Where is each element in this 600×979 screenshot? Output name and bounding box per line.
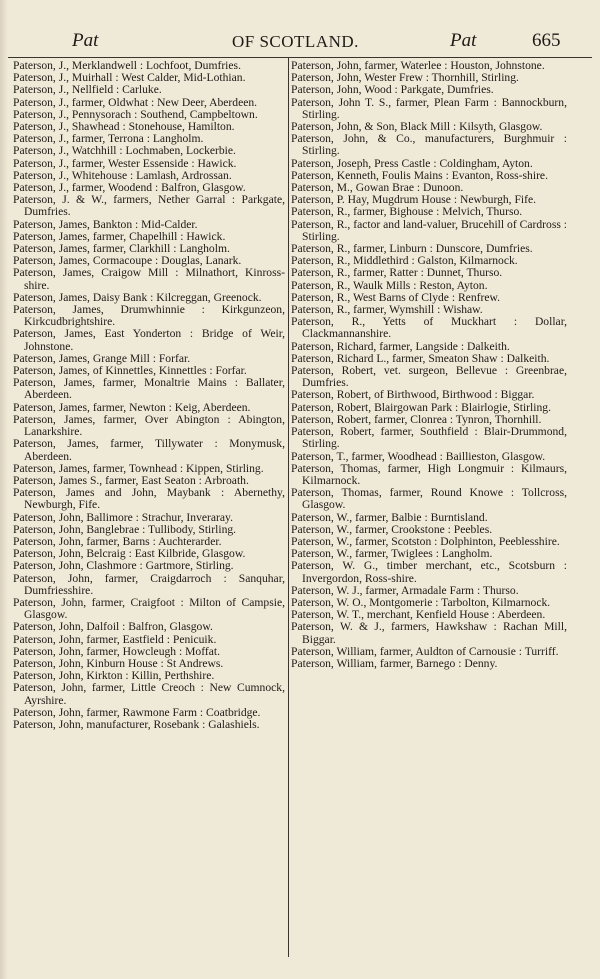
directory-entry: Paterson, John, farmer, Craigfoot : Milton of Campsie, Glasgow. — [13, 595, 285, 622]
directory-entry: Paterson, J., Merklandwell : Lochfoot, Dumfries. — [13, 59, 241, 72]
directory-entry: Paterson, John, Ballimore : Strachur, Inveraray. — [13, 510, 233, 524]
directory-entry: Paterson, J., Nellfield : Carluke. — [13, 83, 162, 97]
directory-entry: Paterson, John, farmer, Craigdarroch : Sanquhar, Dumfriesshire. — [13, 571, 285, 597]
directory-entry: Paterson, R., Middlethird : Galston, Kilmarnock. — [291, 254, 518, 268]
directory-entry: Paterson, James, farmer, Townhead : Kippen, Stirling. — [13, 461, 264, 475]
directory-entry: Paterson, Robert, vet. surgeon, Bellevue : Greenbrae, Dumfries. — [291, 364, 567, 390]
page-number: 665 — [532, 30, 561, 51]
directory-entry: Paterson, J., farmer, Wester Essenside : Hawick. — [13, 156, 237, 170]
directory-entry: Paterson, John, farmer, Eastfield : Penicuik. — [13, 632, 217, 646]
directory-entry: Paterson, W. J., farmer, Armadale Farm : Thurso. — [291, 583, 519, 597]
directory-entry: Paterson, W. T., merchant, Kenfield House : Aberdeen. — [291, 608, 546, 622]
directory-entry: Paterson, R., farmer, Bighouse : Melvich, Thurso. — [291, 205, 523, 219]
directory-entry: Paterson, James, farmer, Chapelhill : Hawick. — [13, 229, 226, 243]
directory-entry: Paterson, John, & Son, Black Mill : Kilsyth, Glasgow. — [291, 120, 543, 134]
directory-entry: Paterson, W., farmer, Balbie : Burntisland. — [291, 510, 488, 524]
directory-entry: Paterson, James, Cormacoupe : Douglas, Lanark. — [13, 254, 242, 268]
directory-entry: Paterson, John, farmer, Howcleugh : Moffat. — [13, 644, 220, 658]
directory-entry: Paterson, Thomas, farmer, High Longmuir : Kilmaurs, Kilmarnock. — [291, 461, 567, 487]
directory-entry: Paterson, Robert, farmer, Clonrea : Tynron, Thornhill. — [291, 412, 542, 426]
directory-entry: Paterson, W., farmer, Crookstone : Peebles. — [291, 522, 493, 536]
running-header — [0, 30, 600, 56]
directory-entry: Paterson, P. Hay, Mugdrum House : Newburgh, Fife. — [291, 193, 537, 207]
column-divider — [288, 58, 289, 957]
header-left-catchword: Pat — [72, 30, 99, 51]
directory-entry: Paterson, John, farmer, Barns : Auchterarder. — [13, 534, 222, 548]
header-right-catchword: Pat — [450, 30, 477, 51]
directory-entry: Paterson, John, manufacturer, Rosebank : Galashiels. — [13, 717, 260, 731]
directory-entry: Paterson, John T. S., farmer, Plean Farm : Bannockburn, Stirling. — [291, 95, 567, 121]
directory-entry: Paterson, J. & W., farmers, Nether Garral : Parkgate, Dumfries. — [13, 193, 285, 219]
directory-entry: Paterson, John, Dalfoil : Balfron, Glasgow. — [13, 620, 213, 634]
directory-entry: Paterson, J., Whitehouse : Lamlash, Ardrossan. — [13, 168, 232, 182]
directory-entry: Paterson, R., West Barns of Clyde : Renfrew. — [291, 290, 501, 304]
directory-entry: Paterson, Kenneth, Foulis Mains : Evanton, Ross-shire. — [291, 168, 548, 182]
directory-entry: Paterson, W. & J., farmers, Hawkshaw : Rachan Mill, Biggar. — [291, 620, 567, 646]
directory-entry: Paterson, James, farmer, Newton : Keig, Aberdeen. — [13, 400, 251, 414]
directory-entry: Paterson, J., farmer, Woodend : Balfron, Glasgow. — [13, 181, 246, 195]
directory-entry: Paterson, John, Banglebrae : Tullibody, Stirling. — [13, 522, 237, 536]
directory-entry: Paterson, John, Wood : Parkgate, Dumfries. — [291, 83, 494, 97]
directory-entry: Paterson, James S., farmer, East Seaton : Arbroath. — [13, 473, 249, 487]
directory-entry: Paterson, J., Pennysorach : Southend, Campbeltown. — [13, 107, 258, 121]
header-title: OF SCOTLAND. — [232, 32, 359, 51]
directory-entry: Paterson, R., factor and land-valuer, Brucehill of Cardross : Stirling. — [291, 217, 567, 243]
directory-entry: Paterson, John, Kinburn House : St Andrews. — [13, 656, 224, 670]
directory-entry: Paterson, M., Gowan Brae : Dunoon. — [291, 181, 464, 195]
directory-entry: Paterson, John, farmer, Little Creoch : New Cumnock, Ayrshire. — [13, 681, 285, 707]
directory-entry: Paterson, W. G., timber merchant, etc., Scotsburn : Invergordon, Ross-shire. — [291, 559, 567, 585]
directory-entry: Paterson, James, East Yonderton : Bridge of Weir, Johnstone. — [13, 327, 285, 353]
directory-entry: Paterson, James, farmer, Monaltrie Mains : Ballater, Aberdeen. — [13, 376, 285, 402]
directory-entry: Paterson, James, Craigow Mill : Milnathort, Kinross-shire. — [13, 266, 285, 292]
directory-entry: Paterson, R., farmer, Ratter : Dunnet, Thurso. — [291, 266, 503, 280]
directory-entry: Paterson, R., Waulk Mills : Reston, Ayton. — [291, 278, 488, 292]
directory-entry: Paterson, James, farmer, Tillywater : Monymusk, Aberdeen. — [13, 437, 285, 463]
directory-entry: Paterson, J., farmer, Oldwhat : New Deer, Aberdeen. — [13, 95, 258, 109]
directory-entry: Paterson, R., farmer, Linburn : Dunscore, Dumfries. — [291, 242, 533, 256]
directory-entry: Paterson, John, farmer, Waterlee : Houston, Johnstone. — [291, 59, 545, 72]
directory-entry: Paterson, John, Wester Frew : Thornhill, Stirling. — [291, 71, 519, 85]
directory-entry: Paterson, John, & Co., manufacturers, Burghmuir : Stirling. — [291, 132, 567, 158]
directory-entry: Paterson, James, farmer, Clarkhill : Langholm. — [13, 242, 230, 256]
directory-entry: Paterson, R., farmer, Wymshill : Wishaw. — [291, 303, 483, 317]
directory-entry: Paterson, James, Bankton : Mid-Calder. — [13, 217, 198, 231]
directory-entry: Paterson, James, of Kinnettles, Kinnettles : Forfar. — [13, 364, 247, 378]
directory-entry: Paterson, W. O., Montgomerie : Tarbolton, Kilmarnock. — [291, 595, 551, 609]
directory-entry: Paterson, James and John, Maybank : Abernethy, Newburgh, Fife. — [13, 486, 285, 512]
directory-entry: Paterson, James, farmer, Over Abington : Abington, Lanarkshire. — [13, 412, 285, 439]
header-rule — [8, 57, 592, 58]
directory-entry: Paterson, William, farmer, Barnego : Denny. — [291, 656, 498, 670]
directory-entry: Paterson, J., Muirhall : West Calder, Mid-Lothian. — [13, 71, 246, 85]
right-column — [291, 60, 567, 670]
directory-entry: Paterson, James, Daisy Bank : Kilcreggan, Greenock. — [13, 290, 262, 304]
directory-entry: Paterson, Thomas, farmer, Round Knowe : Tollcross, Glasgow. — [291, 486, 567, 512]
directory-entry: Paterson, J., Watchhill : Lochmaben, Lockerbie. — [13, 144, 236, 158]
directory-entry: Paterson, W., farmer, Twiglees : Langholm. — [291, 547, 493, 561]
directory-entry: Paterson, Robert, Blairgowan Park : Blairlogie, Stirling. — [291, 400, 551, 414]
directory-entry: Paterson, James, Drumwhinnie : Kirkgunzeon, Kirkcudbrightshire. — [13, 303, 285, 329]
page-binding-edge — [0, 0, 8, 979]
directory-entry: Paterson, J., Shawhead : Stonehouse, Hamilton. — [13, 120, 235, 134]
directory-entry: Paterson, Richard, farmer, Langside : Dalkeith. — [291, 339, 510, 353]
directory-entry: Paterson, Robert, farmer, Southfield : Blair-Drummond, Stirling. — [291, 425, 567, 451]
directory-entry: Paterson, Robert, of Birthwood, Birthwood : Biggar. — [291, 388, 535, 402]
left-column — [13, 60, 285, 731]
directory-entry: Paterson, J., farmer, Terrona : Langholm. — [13, 132, 204, 146]
directory-entry: Paterson, John, farmer, Rawmone Farm : Coatbridge. — [13, 705, 261, 719]
directory-entry: Paterson, John, Clashmore : Gartmore, Stirling. — [13, 559, 234, 573]
directory-entry: Paterson, T., farmer, Woodhead : Baillieston, Glasgow. — [291, 449, 546, 463]
directory-entry: Paterson, John, Kirkton : Killin, Perthshire. — [13, 669, 215, 683]
directory-entry: Paterson, John, Belcraig : East Kilbride, Glasgow. — [13, 547, 246, 561]
directory-entry: Paterson, William, farmer, Auldton of Carnousie : Turriff. — [291, 644, 559, 658]
directory-entry: Paterson, Joseph, Press Castle : Coldingham, Ayton. — [291, 156, 533, 170]
directory-entry: Paterson, Richard L., farmer, Smeaton Shaw : Dalkeith. — [291, 351, 550, 365]
directory-entry: Paterson, W., farmer, Scotston : Dolphinton, Peeblesshire. — [291, 534, 560, 548]
directory-entry: Paterson, R., Yetts of Muckhart : Dollar, Clackmannanshire. — [291, 315, 567, 341]
directory-entry: Paterson, James, Grange Mill : Forfar. — [13, 351, 191, 365]
